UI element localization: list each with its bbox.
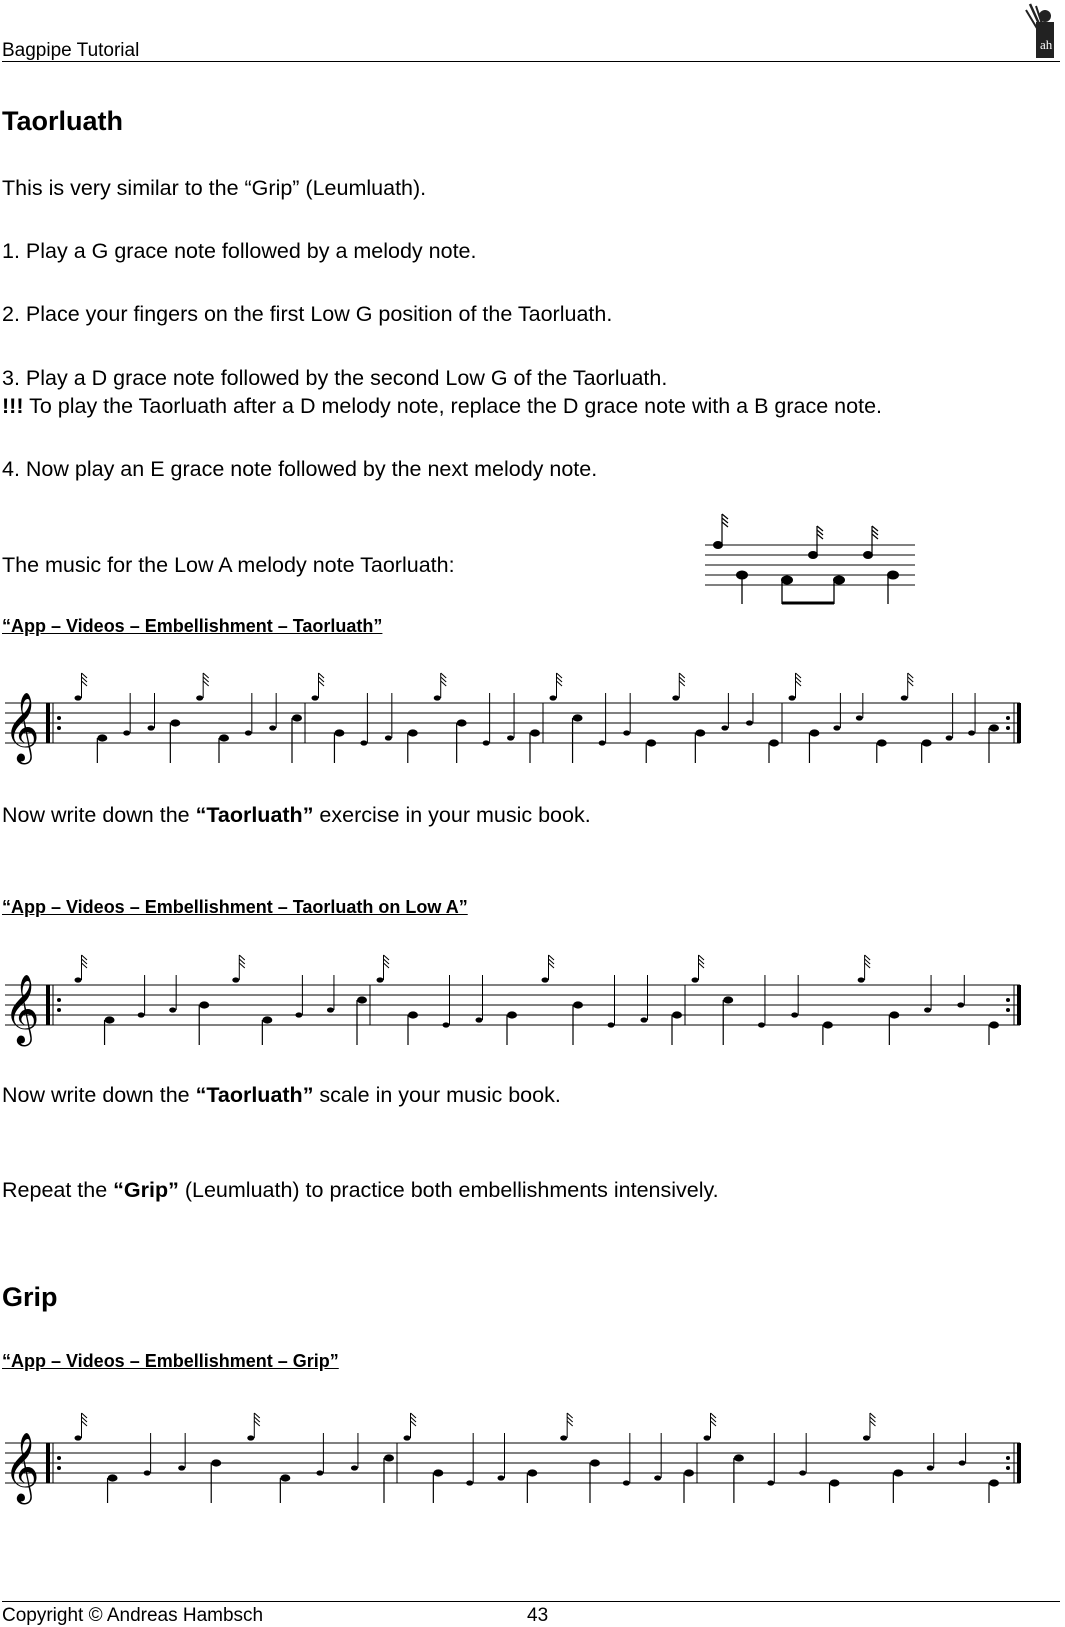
video-link-grip[interactable]: “App – Videos – Embellishment – Grip” xyxy=(2,1351,339,1371)
melody-note xyxy=(457,719,467,726)
grace-note xyxy=(295,1012,302,1017)
melody-note xyxy=(889,1011,899,1018)
melody-note xyxy=(199,1001,209,1008)
treble-clef-icon: 𝄞 xyxy=(4,692,40,762)
grace-note xyxy=(434,695,441,700)
melody-note xyxy=(280,1474,290,1481)
melody-note xyxy=(408,729,418,736)
taorluath-example-staff xyxy=(700,506,920,608)
grip-exercise-staff xyxy=(0,1408,1065,1518)
grace-note xyxy=(483,740,490,745)
grace-note xyxy=(542,977,549,982)
melody-note xyxy=(989,1479,999,1486)
grace-note xyxy=(767,1480,774,1485)
melody-note xyxy=(292,714,302,721)
grace-note xyxy=(466,1480,473,1485)
grace-note xyxy=(377,977,384,982)
grace-note xyxy=(75,695,82,700)
intro-text: This is very similar to the “Grip” (Leumluath). xyxy=(2,176,427,200)
grace-note xyxy=(269,725,276,730)
grace-note xyxy=(957,1002,964,1007)
melody-note xyxy=(433,1469,443,1476)
video-link-taorluath[interactable]: “App – Videos – Embellishment – Taorluath” xyxy=(2,616,383,636)
page-number: 43 xyxy=(527,1605,549,1626)
melody-note xyxy=(734,1454,744,1461)
grace-note xyxy=(856,715,863,720)
grace-note xyxy=(959,1460,966,1465)
melody-note xyxy=(507,1011,517,1018)
grace-note xyxy=(599,740,606,745)
melody-note xyxy=(684,1469,694,1476)
grace-note xyxy=(148,725,155,730)
grace-note xyxy=(385,735,392,740)
melody-note xyxy=(877,739,887,746)
grace-note xyxy=(758,1022,765,1027)
section-heading-grip: Grip xyxy=(2,1282,58,1312)
grace-note xyxy=(968,730,975,735)
grace-note xyxy=(692,977,699,982)
melody-note xyxy=(262,1016,272,1023)
grace-note xyxy=(351,1465,358,1470)
grace-note xyxy=(550,695,557,700)
grace-note xyxy=(196,695,203,700)
grace-note xyxy=(746,720,753,725)
grace-note xyxy=(608,1022,615,1027)
grace-note xyxy=(946,735,953,740)
grace-note xyxy=(799,1470,806,1475)
grace-note xyxy=(623,730,630,735)
warning-mark: !!! xyxy=(2,394,24,418)
footer-rule xyxy=(2,1601,1060,1602)
melody-note xyxy=(809,729,819,736)
melody-note xyxy=(334,729,344,736)
step-3: 3. Play a D grace note followed by the second Low G of the Taorluath. xyxy=(2,366,668,390)
grace-note xyxy=(901,695,908,700)
exercise-instruction: Now write down the “Taorluath” exercise in your music book. xyxy=(2,803,591,827)
taorluath-scale-staff xyxy=(0,950,1065,1060)
grace-note xyxy=(791,1012,798,1017)
grace-note xyxy=(863,1435,870,1440)
grace-note xyxy=(316,1470,323,1475)
grace-note xyxy=(327,1007,334,1012)
grace-note xyxy=(312,695,319,700)
melody-note xyxy=(384,1454,394,1461)
header-title: Bagpipe Tutorial xyxy=(2,40,140,61)
scale-instruction: Now write down the “Taorluath” scale in your music book. xyxy=(2,1083,561,1107)
grace-note xyxy=(641,1017,648,1022)
treble-clef-icon: 𝄞 xyxy=(4,1432,40,1502)
grace-note xyxy=(721,725,728,730)
grace-note xyxy=(704,1435,711,1440)
taorluath-exercise-staff xyxy=(0,668,1065,778)
grace-note xyxy=(75,1435,82,1440)
grace-note xyxy=(654,1475,661,1480)
warning-note: !!! To play the Taorluath after a D melody note, replace the D grace note with a B grace note. xyxy=(2,394,883,418)
grace-note xyxy=(144,1470,151,1475)
melody-note xyxy=(573,1001,583,1008)
grace-note xyxy=(404,1435,411,1440)
grace-note xyxy=(138,1012,145,1017)
melody-note xyxy=(695,729,705,736)
grace-note xyxy=(476,1017,483,1022)
melody-note xyxy=(530,729,540,736)
music-label: The music for the Low A melody note Taorluath: xyxy=(2,553,455,577)
melody-note xyxy=(170,719,180,726)
bagpiper-logo-icon xyxy=(1020,2,1062,62)
section-heading-taorluath: Taorluath xyxy=(2,106,123,136)
melody-note xyxy=(105,1016,115,1023)
grace-note xyxy=(507,735,514,740)
melody-note xyxy=(646,739,656,746)
melody-note xyxy=(989,724,999,731)
melody-note xyxy=(573,714,583,721)
grace-note xyxy=(245,730,252,735)
grace-note xyxy=(789,695,796,700)
melody-note xyxy=(769,739,779,746)
repeat-instruction: Repeat the “Grip” (Leumluath) to practice both embellishments intensively. xyxy=(2,1178,719,1202)
grace-note xyxy=(672,695,679,700)
grace-note xyxy=(247,1435,254,1440)
melody-note xyxy=(823,1021,833,1028)
step-4: 4. Now play an E grace note followed by the next melody note. xyxy=(2,457,598,481)
grace-note xyxy=(833,725,840,730)
header-rule xyxy=(2,61,1060,62)
grace-note xyxy=(360,740,367,745)
grace-note xyxy=(123,730,130,735)
svg-text:ah: ah xyxy=(1040,37,1053,52)
video-link-taorluath-low-a[interactable]: “App – Videos – Embellishment – Taorluath on Low A” xyxy=(2,897,468,917)
step-1: 1. Play a G grace note followed by a melody note. xyxy=(2,239,477,263)
melody-note xyxy=(527,1469,537,1476)
footer-copyright: Copyright © Andreas Hambsch xyxy=(2,1605,264,1626)
grace-note xyxy=(232,977,239,982)
melody-note xyxy=(357,996,367,1003)
step-2: 2. Place your fingers on the first Low G position of the Taorluath. xyxy=(2,302,613,326)
melody-note xyxy=(893,1469,903,1476)
melody-note xyxy=(219,734,229,741)
grace-note xyxy=(560,1435,567,1440)
melody-note xyxy=(830,1479,840,1486)
grace-note xyxy=(178,1465,185,1470)
grace-note xyxy=(443,1022,450,1027)
melody-note xyxy=(97,734,107,741)
melody-note xyxy=(989,1021,999,1028)
grace-note xyxy=(858,977,865,982)
melody-note xyxy=(211,1459,221,1466)
grace-note xyxy=(924,1007,931,1012)
grace-note xyxy=(169,1007,176,1012)
melody-note xyxy=(922,739,932,746)
treble-clef-icon: 𝄞 xyxy=(4,974,40,1044)
melody-note xyxy=(108,1474,118,1481)
grace-note xyxy=(75,977,82,982)
melody-note xyxy=(672,1011,682,1018)
melody-note xyxy=(408,1011,418,1018)
grace-note xyxy=(623,1480,630,1485)
melody-note xyxy=(723,996,733,1003)
melody-note xyxy=(590,1459,600,1466)
grace-note xyxy=(498,1475,505,1480)
grace-note xyxy=(927,1465,934,1470)
